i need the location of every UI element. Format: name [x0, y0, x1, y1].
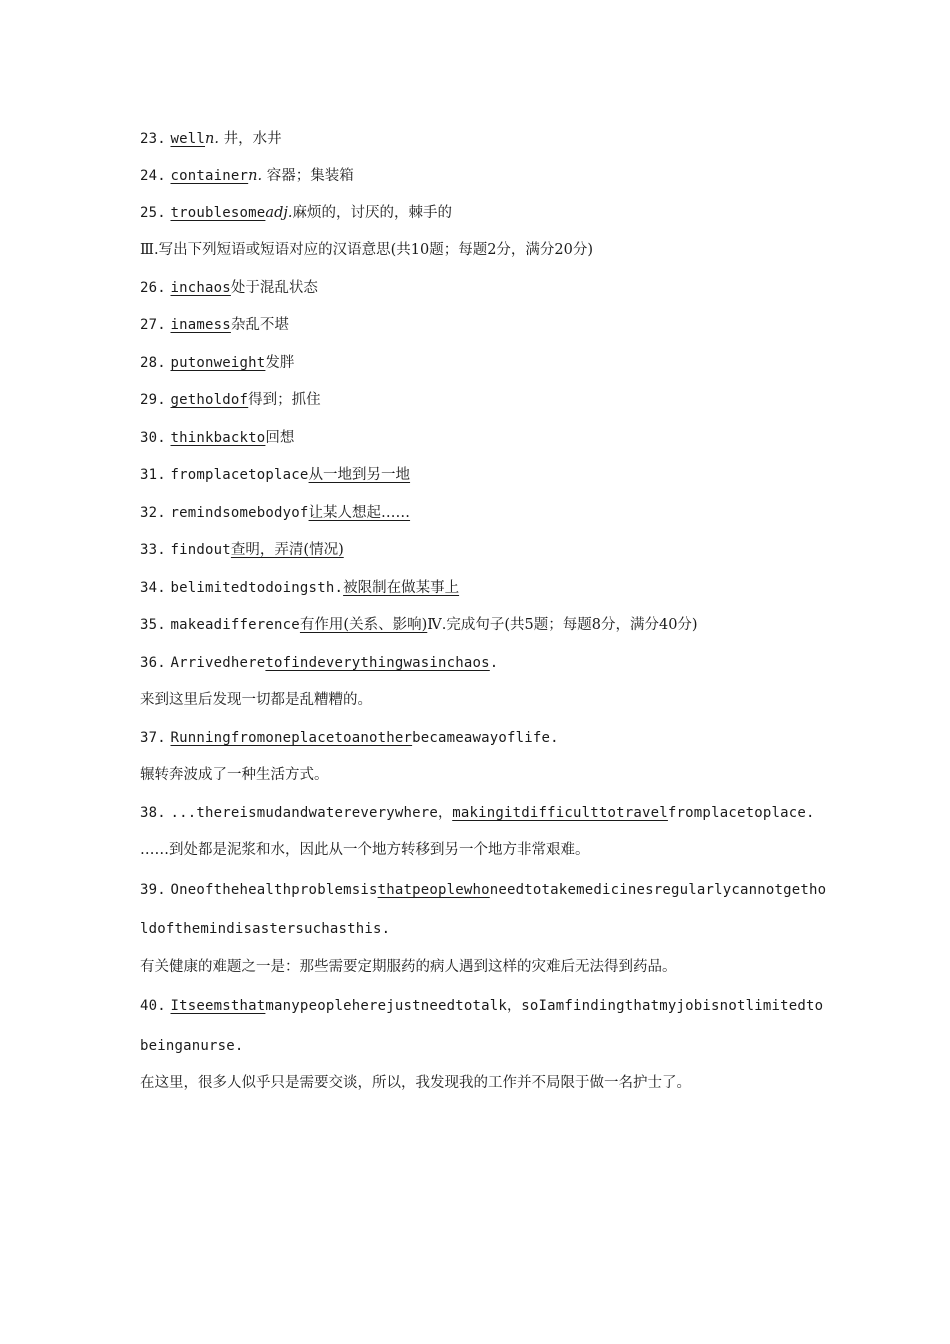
item-number: 26.	[140, 280, 166, 296]
phrase-item-33	[140, 540, 830, 560]
sentence-item-37	[140, 728, 830, 748]
item-number: 34.	[140, 580, 166, 596]
item-number: 31.	[140, 467, 166, 483]
answer-phrase: getholdof	[170, 392, 249, 408]
phrase-item-31	[140, 465, 830, 485]
meaning: 杂乱不堪	[230, 317, 289, 333]
vocab-item-25	[140, 203, 830, 223]
meaning: 得到；抓住	[248, 392, 321, 408]
answer-meaning: 查明，弄清(情况)	[230, 542, 344, 558]
phrase-item-28	[140, 353, 830, 373]
section-heading-3: Ⅲ.写出下列短语或短语对应的汉语意思(共10题；每题2分，满分20分)	[140, 242, 594, 258]
item-number: 38.	[140, 805, 166, 821]
item-number: 39.	[140, 882, 166, 898]
phrase-item-27	[140, 315, 830, 335]
item-number: 35.	[140, 617, 166, 633]
answer-fill: thatpeoplewho	[377, 882, 490, 898]
vocab-item-24	[140, 166, 830, 186]
item-number: 25.	[140, 205, 166, 221]
phrase-item-32	[140, 503, 830, 523]
item-number: 33.	[140, 542, 166, 558]
sentence-item-36	[140, 653, 830, 673]
sentence-continuation-40: beinganurse.	[140, 1038, 244, 1054]
sentence-continuation-39: ldofthemindisastersuchasthis.	[140, 921, 391, 937]
translation-38: ……到处都是泥浆和水，因此从一个地方转移到另一个地方非常艰难。	[140, 842, 590, 858]
phrase: belimitedtodoingsth.	[170, 580, 344, 596]
section-heading-4: Ⅳ.完成句子(共5题；每题8分，满分40分)	[427, 617, 698, 633]
item-number: 27.	[140, 317, 166, 333]
answer-phrase: thinkbackto	[170, 430, 266, 446]
answer-phrase: inchaos	[170, 280, 231, 296]
vocab-item-23	[140, 129, 830, 149]
translation-39: 有关健康的难题之一是：那些需要定期服药的病人遇到这样的灾难后无法得到药品。	[140, 959, 677, 975]
part-of-speech: adj.	[265, 205, 293, 221]
answer-word: container	[170, 168, 249, 184]
sentence-start: ...thereismudandwatereverywhere，	[170, 805, 453, 821]
answer-fill: Runningfromoneplacetoanother	[170, 730, 413, 746]
phrase-item-29	[140, 390, 830, 410]
answer-meaning: 从一地到另一地	[308, 467, 411, 483]
sentence-end: .	[489, 655, 499, 671]
sentence-end: manypeopleherejustneedtotalk，soIamfindingthatmyjobisnotlimitedto	[265, 998, 824, 1014]
item-number: 30.	[140, 430, 166, 446]
answer-meaning: 被限制在做某事上	[343, 580, 460, 596]
phrase: makeadifference	[170, 617, 300, 633]
item-number: 32.	[140, 505, 166, 521]
translation-40: 在这里，很多人似乎只是需要交谈，所以，我发现我的工作并不局限于做一名护士了。	[140, 1075, 691, 1091]
answer-meaning: 有作用(关系、影响)	[299, 617, 428, 633]
sentence-end: needtotakemedicinesregularlycannotgetho	[489, 882, 827, 898]
meaning: 回想	[265, 430, 295, 446]
meaning: 麻烦的，讨厌的，棘手的	[292, 205, 452, 221]
item-number: 37.	[140, 730, 166, 746]
item-number: 36.	[140, 655, 166, 671]
item-number: 23.	[140, 131, 166, 147]
answer-word: troublesome	[170, 205, 266, 221]
sentence-item-38	[140, 803, 830, 823]
sentence-start: Oneofthehealthproblemsis	[170, 882, 378, 898]
translation-36: 来到这里后发现一切都是乱糟糟的。	[140, 692, 372, 708]
sentence-end: fromplacetoplace.	[667, 805, 815, 821]
item-number: 40.	[140, 998, 166, 1014]
answer-fill: tofindeverythingwasinchaos	[265, 655, 490, 671]
item-number: 24.	[140, 168, 166, 184]
answer-fill: makingitdifficulttotravel	[452, 805, 668, 821]
phrase-item-26	[140, 278, 830, 298]
translation-37: 辗转奔波成了一种生活方式。	[140, 767, 329, 783]
meaning: 处于混乱状态	[230, 280, 318, 296]
phrase-item-34	[140, 578, 830, 598]
sentence-start: Arrivedhere	[170, 655, 266, 671]
meaning: 发胖	[265, 355, 295, 371]
phrase-item-35	[140, 615, 830, 635]
answer-fill: Itseemsthat	[170, 998, 266, 1014]
part-of-speech: n.	[205, 131, 219, 147]
phrase: fromplacetoplace	[170, 467, 309, 483]
sentence-end: becameawayoflife.	[412, 730, 559, 746]
sentence-item-40	[140, 996, 830, 1016]
item-number: 28.	[140, 355, 166, 371]
meaning: 容器；集装箱	[262, 168, 354, 184]
answer-phrase: putonweight	[170, 355, 266, 371]
part-of-speech: n.	[248, 168, 263, 184]
answer-meaning: 让某人想起……	[308, 505, 411, 521]
answer-phrase: inamess	[170, 317, 231, 333]
answer-word: well	[170, 131, 206, 147]
sentence-item-39	[140, 880, 830, 900]
item-number: 29.	[140, 392, 166, 408]
phrase-item-30	[140, 428, 830, 448]
phrase: remindsomebodyof	[170, 505, 309, 521]
phrase: findout	[170, 542, 231, 558]
meaning: 井，水井	[218, 131, 282, 147]
